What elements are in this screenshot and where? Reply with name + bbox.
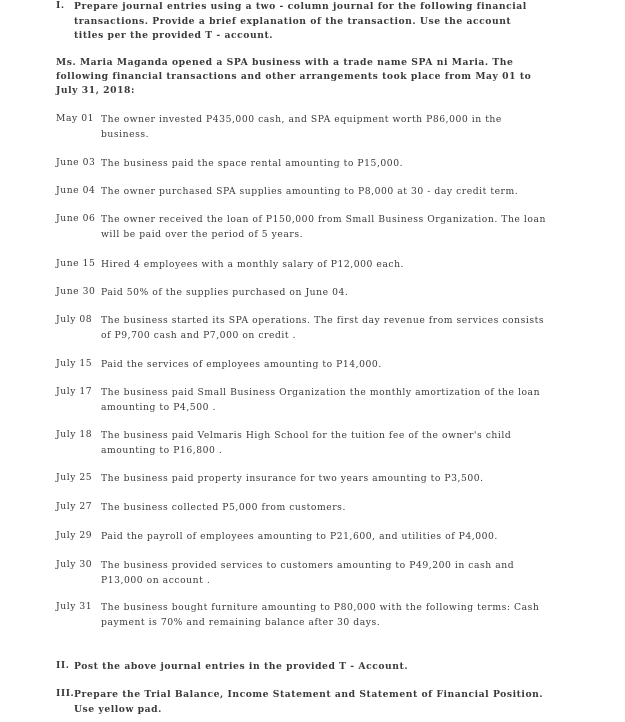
transaction-date: July 30 [56,559,93,570]
transaction-date: June 30 [56,286,96,297]
transaction-text: Hired 4 employees with a monthly salary of P12,000 each. [101,259,405,270]
part1-instruction: Prepare journal entries using a two - column journal for the following financial transactions. Provide a brief explanation of the transaction. Use the account titles per the provided T - account. [74,1,527,41]
transaction-text: The business paid Small Business Organization the monthly amortization of the loan amounting to P4,500 . [101,387,541,413]
transaction-text: The business provided services to customers amounting to P49,200 in cash and P13,000 on account . [101,560,515,586]
transaction-text: Paid 50% of the supplies purchased on June 04. [101,287,349,298]
transaction-text: The business paid property insurance for two years amounting to P3,500. [101,473,484,484]
transaction-date: July 25 [56,472,93,483]
part1-number: I. [56,0,65,11]
transaction-text: The business paid the space rental amounting to P15,000. [101,158,404,169]
transaction-date: July 29 [56,530,93,541]
transaction-text: The owner purchased SPA supplies amounting to P8,000 at 30 - day credit term. [101,186,519,197]
transaction-text: The business bought furniture amounting to P80,000 with the following terms: Cash payment is 70% and remaining balance after 30 days. [101,602,540,628]
transaction-date: July 17 [56,386,93,397]
part2-number: II. [56,660,70,671]
transaction-date: July 31 [56,601,93,612]
transaction-date: July 15 [56,358,93,369]
transaction-date: July 08 [56,314,93,325]
transaction-text: The owner invested P435,000 cash, and SPA equipment worth P86,000 in the business. [101,114,502,140]
part3-number: III. [56,688,75,699]
part3-instruction: Prepare the Trial Balance, Income Statement and Statement of Financial Position. Use yellow pad. [74,689,544,715]
transaction-date: June 06 [56,213,96,224]
intro-paragraph: Ms. Maria Maganda opened a SPA business with a trade name SPA ni Maria. The following financial transactions and other arrangements took place from May 01 to July 31, 2018: [56,57,532,96]
transaction-text: Paid the payroll of employees amounting to P21,600, and utilities of P4,000. [101,531,498,542]
transaction-date: July 27 [56,501,93,512]
transaction-text: The owner received the loan of P150,000 from Small Business Organization. The loan will be paid over the period of 5 years. [101,214,546,240]
transaction-text: Paid the services of employees amounting to P14,000. [101,359,382,370]
part2-instruction: Post the above journal entries in the provided T - Account. [74,661,409,672]
transaction-date: July 18 [56,429,93,440]
transaction-date: June 04 [56,185,96,196]
transaction-date: May 01 [56,113,94,124]
transaction-date: June 03 [56,157,96,168]
transaction-text: The business paid Velmaris High School for the tuition fee of the owner's child amounting to P16,800 . [101,430,512,456]
transaction-text: The business collected P5,000 from customers. [101,502,346,513]
transaction-text: The business started its SPA operations. The first day revenue from services consists of P9,700 cash and P7,000 on credit . [101,315,545,341]
transaction-date: June 15 [56,258,96,269]
